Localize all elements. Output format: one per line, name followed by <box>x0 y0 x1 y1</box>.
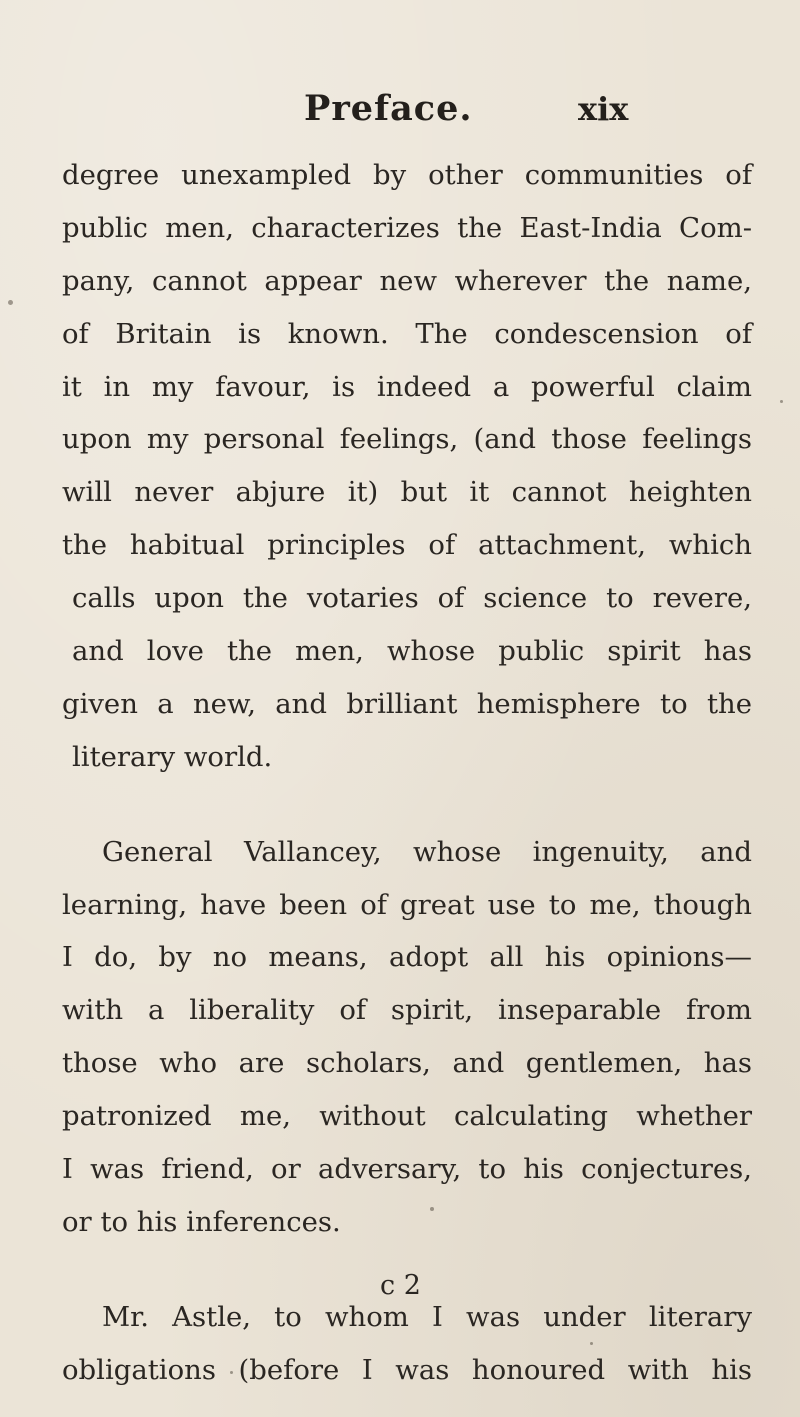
paper-speck <box>590 1342 593 1345</box>
paper-speck <box>780 400 783 403</box>
text-line: pany, cannot appear new wherever the name, <box>62 264 752 297</box>
text-line: or to his inferences. <box>62 1205 341 1238</box>
text-line: literary world. <box>72 740 273 773</box>
text-line: the habitual principles of attachment, which <box>62 529 752 562</box>
text-line: patronized me, without calculating whether <box>62 1100 752 1133</box>
paragraph <box>62 1291 752 1397</box>
text-line: Mr. Astle, to whom I was under literary <box>102 1300 752 1333</box>
text-line: of Britain is known. The condescension of <box>62 317 752 350</box>
text-line: public men, characterizes the East-India Com- <box>62 211 752 244</box>
text-line: learning, have been of great use to me, though <box>62 888 752 921</box>
paper-speck <box>230 1371 233 1374</box>
text-line: given a new, and brilliant hemisphere to the <box>62 687 752 720</box>
text-line: with a liberality of spirit, inseparable from <box>62 994 752 1027</box>
body-text <box>62 149 752 1397</box>
running-head: Preface. <box>304 88 473 129</box>
text-line: upon my personal feelings, (and those feelings <box>62 423 752 456</box>
paper-speck <box>430 1207 434 1211</box>
paragraph <box>62 826 752 1249</box>
text-line: will never abjure it) but it cannot heighten <box>62 476 752 509</box>
text-line: I do, by no means, adopt all his opinions— <box>62 941 752 974</box>
signature-mark: c 2 <box>380 1270 421 1301</box>
paragraph <box>62 149 752 784</box>
text-line: I was friend, or adversary, to his conjectures, <box>62 1153 752 1186</box>
text-line: it in my favour, is indeed a powerful claim <box>62 370 752 403</box>
paper-speck <box>8 300 13 305</box>
text-line: and love the men, whose public spirit has <box>72 635 752 668</box>
text-line: calls upon the votaries of science to revere, <box>72 582 752 615</box>
page-header <box>0 88 800 138</box>
text-line: those who are scholars, and gentlemen, has <box>62 1047 752 1080</box>
text-line: obligations (before I was honoured with his <box>62 1353 752 1386</box>
page-number: xix <box>578 90 629 128</box>
text-line: General Vallancey, whose ingenuity, and <box>102 835 752 868</box>
text-line: degree unexampled by other communities of <box>62 159 752 191</box>
